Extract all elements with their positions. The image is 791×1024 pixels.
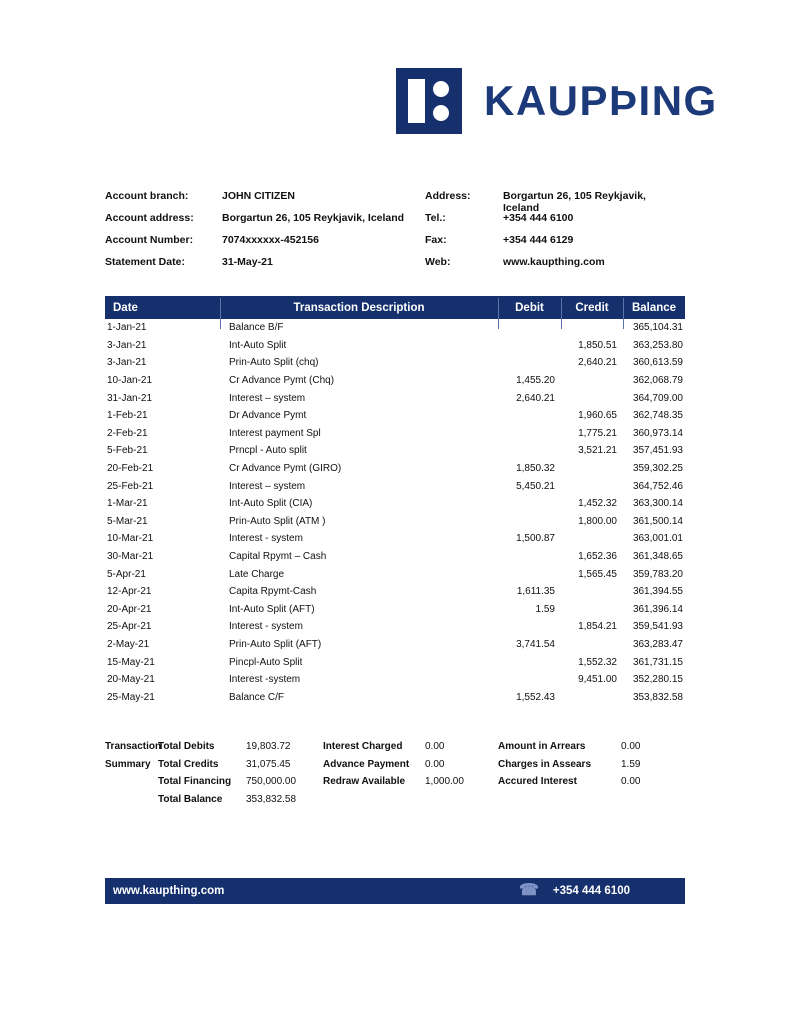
summary-title [105, 738, 162, 808]
bank-web-value: www.kaupthing.com [503, 256, 605, 268]
cell-balance: 360,973.14 [632, 427, 683, 439]
footer-website-link[interactable]: www.kaupthing.com [113, 885, 225, 897]
cell-date: 1-Feb-21 [107, 410, 148, 422]
statement-date-row [105, 256, 425, 278]
account-info [105, 190, 685, 278]
cell-date: 10-Jan-21 [107, 375, 153, 387]
cell-date: 5-Apr-21 [107, 568, 146, 580]
account-branch-label: Account branch: [105, 190, 189, 202]
table-row [105, 460, 685, 478]
cell-description: Dr Advance Pymt [229, 410, 307, 422]
cell-balance: 359,302.25 [632, 463, 683, 475]
telephone-icon: ☎ [518, 882, 539, 899]
statement-date-label: Statement Date: [105, 256, 185, 268]
summary-label: Charges in Assears [498, 758, 592, 770]
cell-date: 20-Apr-21 [107, 603, 152, 615]
bank-web-label: Web: [425, 256, 451, 268]
cell-credit: 1,960.65 [578, 410, 617, 422]
summary-row [498, 773, 678, 791]
cell-balance: 364,752.46 [632, 480, 683, 492]
cell-balance: 362,068.79 [632, 375, 683, 387]
cell-credit: 1,775.21 [578, 427, 617, 439]
cell-date: 10-Mar-21 [107, 533, 154, 545]
cell-date: 31-Jan-21 [107, 392, 153, 404]
cell-description: Int-Auto Split [229, 339, 287, 351]
table-row [105, 442, 685, 460]
column-header-credit: Credit [561, 302, 623, 314]
table-row [105, 583, 685, 601]
statement-date-value: 31-May-21 [222, 256, 273, 268]
cell-description: Capita Rpymt-Cash [229, 586, 317, 598]
cell-date: 3-Jan-21 [107, 339, 147, 351]
table-row [105, 319, 685, 337]
summary-row [158, 756, 323, 774]
summary-row [323, 756, 498, 774]
summary-value: 1,000.00 [425, 776, 464, 787]
brand-logo [396, 68, 718, 134]
bank-fax-value: +354 444 6129 [503, 234, 574, 246]
table-row [105, 618, 685, 636]
summary-value: 750,000.00 [246, 776, 297, 787]
summary-totals-group [158, 738, 323, 808]
summary-value: 0.00 [425, 758, 445, 770]
cell-description: Interest - system [229, 533, 303, 545]
bank-address-value: Borgartun 26, 105 Reykjavik, Iceland [502, 190, 646, 214]
cell-description: Cr Advance Pymt (GIRO) [229, 463, 342, 475]
summary-value: 353,832.58 [246, 793, 297, 805]
account-number-row [105, 234, 425, 256]
cell-balance: 361,500.14 [632, 515, 683, 527]
cell-date: 1-Mar-21 [107, 498, 148, 510]
cell-description: Interest – system [229, 392, 306, 404]
table-row [105, 495, 685, 513]
cell-description: Cr Advance Pymt (Chq) [229, 375, 335, 387]
cell-description: Late Charge [229, 568, 285, 580]
cell-debit: 5,450.21 [516, 480, 555, 492]
cell-credit: 1,565.45 [578, 568, 617, 580]
bank-address-label: Address: [425, 190, 471, 202]
column-header-date: Date [113, 301, 138, 314]
cell-balance: 363,001.01 [632, 533, 683, 545]
cell-credit: 1,652.36 [578, 551, 617, 563]
table-row [105, 372, 685, 390]
cell-balance: 363,300.14 [632, 498, 683, 510]
column-header-description: Transaction Description [220, 302, 498, 314]
summary-value: 0.00 [621, 741, 641, 752]
account-number-label: Account Number: [105, 234, 194, 246]
summary-label: Accured Interest [498, 776, 577, 787]
logo-dot-bottom-shape [433, 105, 449, 121]
cell-date: 2-Feb-21 [107, 427, 148, 439]
column-header-balance: Balance [623, 302, 685, 314]
cell-date: 5-Mar-21 [107, 515, 148, 527]
cell-description: Interest payment Spl [229, 427, 321, 439]
logo-dot-top-shape [433, 81, 449, 97]
table-body [105, 319, 685, 706]
brand-wordmark: KAUPÞING [484, 77, 718, 124]
table-header-row [105, 296, 685, 319]
table-row [105, 389, 685, 407]
cell-balance: 365,104.31 [632, 322, 683, 334]
account-info-left-column [105, 190, 425, 278]
table-row [105, 548, 685, 566]
bank-tel-value: +354 444 6100 [503, 212, 574, 224]
cell-balance: 361,348.65 [632, 551, 683, 563]
table-row [105, 671, 685, 689]
cell-credit: 9,451.00 [578, 674, 617, 686]
cell-balance: 361,394.55 [632, 586, 683, 598]
summary-row [158, 791, 323, 809]
cell-date: 1-Jan-21 [107, 322, 147, 334]
account-branch-row [105, 190, 425, 212]
cell-balance: 353,832.58 [632, 691, 683, 703]
account-info-right-column [425, 190, 685, 278]
table-row [105, 477, 685, 495]
cell-balance: 359,541.93 [632, 621, 683, 633]
cell-credit: 1,552.32 [578, 656, 617, 668]
cell-date: 12-Apr-21 [107, 586, 152, 598]
cell-debit: 1,500.87 [516, 533, 555, 545]
cell-description: Balance B/F [229, 322, 284, 334]
transactions-table [105, 296, 685, 706]
table-row [105, 688, 685, 706]
summary-value: 31,075.45 [246, 758, 291, 770]
summary-value: 1.59 [621, 758, 641, 770]
cell-debit: 2,640.21 [516, 392, 555, 404]
table-row [105, 653, 685, 671]
table-row [105, 565, 685, 583]
summary-label: Total Financing [158, 776, 232, 787]
cell-date: 30-Mar-21 [107, 551, 154, 563]
summary-label: Total Debits [158, 741, 215, 752]
summary-row [498, 738, 678, 756]
summary-value: 0.00 [621, 776, 641, 787]
summary-row [498, 756, 678, 774]
bank-address-row [425, 190, 685, 212]
bank-web-row [425, 256, 685, 278]
bank-tel-label: Tel.: [425, 212, 446, 224]
cell-description: Balance C/F [229, 691, 285, 703]
table-row [105, 513, 685, 531]
cell-description: Interest - system [229, 621, 303, 633]
cell-credit: 1,800.00 [578, 515, 617, 527]
cell-date: 15-May-21 [107, 656, 155, 668]
table-row [105, 337, 685, 355]
cell-date: 25-May-21 [107, 691, 155, 703]
summary-row [158, 738, 323, 756]
footer-phone-number: +354 444 6100 [552, 885, 630, 897]
cell-description: Prin-Auto Split (chq) [229, 357, 319, 369]
summary-label: Total Balance [158, 793, 223, 805]
cell-credit: 3,521.21 [578, 445, 617, 457]
cell-description: Pincpl-Auto Split [229, 656, 303, 668]
bank-tel-row [425, 212, 685, 234]
cell-description: Prin-Auto Split (AFT) [229, 638, 322, 650]
cell-balance: 361,396.14 [632, 603, 683, 615]
kaupthing-logo-mark-icon [396, 68, 462, 134]
cell-date: 5-Feb-21 [107, 445, 148, 457]
summary-interest-group [323, 738, 498, 808]
cell-credit: 1,854.21 [578, 621, 617, 633]
summary-value: 0.00 [425, 741, 445, 752]
cell-balance: 359,783.20 [632, 568, 683, 580]
cell-description: Interest -system [229, 674, 301, 686]
cell-balance: 360,613.59 [632, 357, 683, 369]
cell-date: 20-Feb-21 [107, 463, 154, 475]
summary-row [323, 773, 498, 791]
table-row [105, 425, 685, 443]
cell-credit: 1,850.51 [578, 339, 617, 351]
bank-fax-label: Fax: [425, 234, 447, 246]
cell-debit: 1,850.32 [516, 463, 555, 475]
summary-label: Amount in Arrears [498, 741, 586, 752]
cell-balance: 364,709.00 [632, 392, 683, 404]
cell-debit: 1.59 [535, 603, 555, 615]
cell-description: Int-Auto Split (AFT) [229, 603, 315, 615]
cell-description: Capital Rpymt – Cash [229, 551, 327, 563]
cell-balance: 352,280.15 [632, 674, 683, 686]
cell-debit: 3,741.54 [516, 638, 555, 650]
column-header-debit: Debit [498, 302, 561, 314]
account-branch-value: JOHN CITIZEN [222, 190, 295, 202]
account-address-label: Account address: [105, 212, 194, 224]
summary-label: Total Credits [158, 758, 219, 770]
summary-title-line2: Summary [105, 758, 151, 770]
cell-description: Int-Auto Split (CIA) [229, 498, 313, 510]
footer-contact [519, 883, 685, 899]
summary-label: Interest Charged [323, 741, 403, 752]
cell-date: 2-May-21 [107, 638, 150, 650]
summary-arrears-group [498, 738, 678, 808]
summary-title-line1: Transaction [105, 741, 162, 752]
cell-date: 25-Apr-21 [107, 621, 152, 633]
cell-description: Interest – system [229, 480, 306, 492]
table-row [105, 354, 685, 372]
summary-value: 19,803.72 [246, 741, 291, 752]
summary-label: Redraw Available [323, 776, 406, 787]
summary-row [158, 773, 323, 791]
cell-credit: 2,640.21 [578, 357, 617, 369]
cell-description: Prncpl - Auto split [229, 445, 307, 457]
cell-balance: 362,748.35 [632, 410, 683, 422]
cell-debit: 1,611.35 [516, 586, 555, 598]
cell-debit: 1,455.20 [516, 375, 555, 387]
cell-credit: 1,452.32 [578, 498, 617, 510]
table-row [105, 636, 685, 654]
cell-balance: 361,731.15 [632, 656, 683, 668]
summary-label: Advance Payment [323, 758, 410, 770]
table-row [105, 601, 685, 619]
summary-row [323, 738, 498, 756]
logo-bar-shape [408, 79, 425, 123]
cell-date: 20-May-21 [107, 674, 155, 686]
cell-description: Prin-Auto Split (ATM ) [229, 515, 326, 527]
bank-fax-row [425, 234, 685, 256]
cell-debit: 1,552.43 [516, 691, 555, 703]
account-number-value: 7074xxxxxx-452156 [222, 234, 319, 246]
cell-date: 25-Feb-21 [107, 480, 154, 492]
cell-date: 3-Jan-21 [107, 357, 147, 369]
transaction-summary [105, 738, 685, 808]
cell-balance: 363,253.80 [632, 339, 683, 351]
table-row [105, 530, 685, 548]
cell-balance: 363,283.47 [632, 638, 683, 650]
page-footer [105, 878, 685, 904]
account-address-value: Borgartun 26, 105 Reykjavik, Iceland [222, 212, 405, 224]
table-row [105, 407, 685, 425]
cell-balance: 357,451.93 [632, 445, 683, 457]
account-address-row [105, 212, 425, 234]
